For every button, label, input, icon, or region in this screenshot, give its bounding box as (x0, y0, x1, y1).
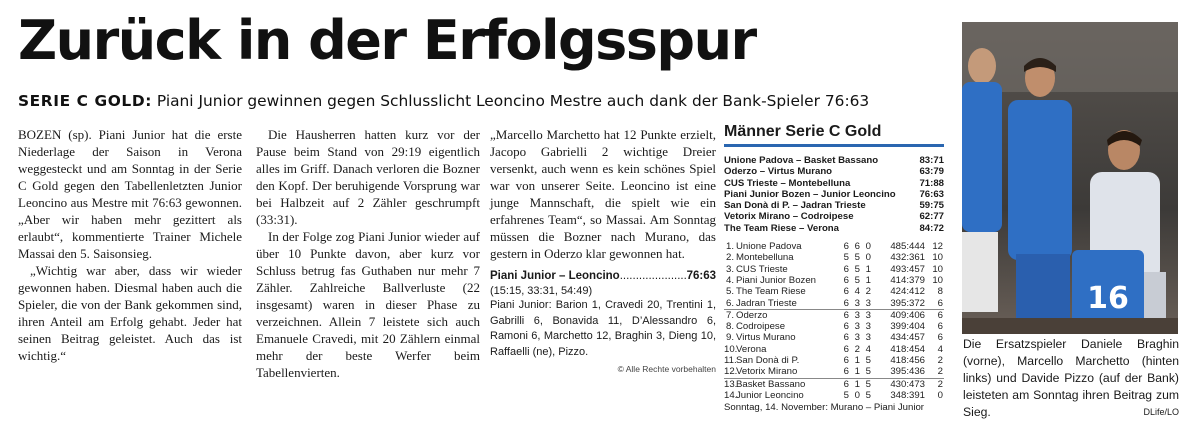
table-row (724, 286, 944, 297)
table-cell-l: 5 (865, 366, 871, 378)
table-cell-rank: 13. (724, 378, 738, 390)
result-row-score: 59:75 (919, 200, 944, 212)
table-cell-pts-diff: 432:361 (890, 252, 925, 264)
table-cell-w: 5 (854, 274, 860, 286)
result-row-score: 62:77 (919, 211, 944, 223)
table-cell-rank: 9. (725, 332, 734, 344)
table-cell-l: 3 (865, 321, 871, 333)
quarter-scores: (15:15, 33:31, 54:49) (490, 285, 593, 297)
result-score: 76:63 (686, 270, 716, 282)
result-row-game: Vetorix Mirano – Codroipese (724, 211, 854, 223)
paragraph: In der Folge zog Piani Junior wieder auf über 10 Punkte davon, aber kurz vor Schluss betrug fas Guthaben nur mehr 7 Zähler. Zahlreiche Ballverluste (22 insgesamt) waren in dieser Phase zu verzeichnen. Allein 7 leistete sich auch Emanuele Cravedi, mit 20 Zählern einmal mehr der beste Werfer beim Tabellenvierten. (256, 229, 480, 380)
table-cell-team: Verona (736, 343, 767, 355)
photo-credit: DLife/LO (1143, 407, 1179, 417)
table-cell-pts: 2 (937, 366, 943, 378)
table-row (724, 344, 944, 355)
result-game: Piani Junior – Leoncino (490, 270, 620, 282)
table-cell-rank: 10. (724, 343, 738, 355)
table-cell-g: 6 (843, 355, 849, 367)
table-cell-pts: 10 (932, 252, 943, 264)
paragraph: „Marcello Marchetto hat 12 Punkte erzielt, Jacopo Gabrielli 2 wichtige Dreier versenkt, auch wenn es kein schönes Spiel war von unserer Seite. Leoncino ist eine junge Mannschaft, die spielt wie ein erfahrenes Team“, so Massai. Am Sonntag müssen die Bozner nach Murano, das gestern in Oderzo klar gewonnen hat. (490, 127, 716, 261)
table-cell-g: 6 (843, 343, 849, 355)
table-cell-rank: 3. (725, 263, 734, 275)
result-row-game: Unione Padova – Basket Bassano (724, 155, 879, 166)
standings-box (724, 122, 944, 414)
table-cell-l: 0 (865, 252, 871, 264)
table-cell-pts-diff: 395:372 (890, 297, 925, 309)
result-row-score: 83:71 (919, 155, 944, 166)
result-row-game: San Donà di P. – Jadran Trieste (724, 200, 866, 212)
table-cell-rank: 7. (725, 309, 734, 321)
result-row (724, 155, 944, 166)
table-cell-l: 3 (865, 297, 871, 309)
table-row (724, 321, 944, 332)
table-cell-pts-diff: 418:454 (890, 343, 925, 355)
table-cell-g: 5 (843, 389, 849, 401)
next-game: Sonntag, 14. November: Murano – Piani Junior (724, 402, 924, 414)
table-cell-g: 6 (843, 332, 849, 344)
table-cell-pts: 12 (932, 241, 943, 253)
table-cell-g: 5 (843, 252, 849, 264)
paragraph: BOZEN (sp). Piani Junior hat die erste Niederlage der Saison in Verona weggesteckt und am Sonntag in der Serie C Gold gegen den Tabellenletzten Junior Leoncino aus Mestre mit 76:63 gewonnen. „Aber wir haben mehr gezittert als erlaubt“, kommentierte Trainer Michele Massai den 5. Saisonsieg. (18, 127, 242, 261)
result-row-game: Piani Junior Bozen – Junior Leoncino (724, 188, 896, 200)
table-cell-team: Vetorix Mirano (736, 366, 798, 378)
table-cell-team: San Donà di P. (736, 355, 800, 367)
table-cell-g: 6 (843, 241, 849, 253)
result-row-score: 76:63 (919, 188, 944, 200)
result-row (724, 211, 944, 222)
table-cell-g: 6 (843, 366, 849, 378)
table-cell-team: Basket Bassano (736, 378, 806, 390)
table-cell-g: 6 (843, 274, 849, 286)
kicker: SERIE C GOLD: (18, 92, 152, 110)
table-cell-w: 5 (854, 252, 860, 264)
result-row-game: Oderzo – Virtus Murano (724, 166, 833, 178)
table-cell-rank: 12. (724, 366, 738, 378)
table-cell-l: 1 (865, 263, 871, 275)
table-cell-w: 1 (854, 355, 860, 367)
table-cell-pts: 6 (937, 321, 943, 333)
table-cell-rank: 2. (725, 252, 734, 264)
result-row (724, 200, 944, 211)
subheadline-text: Piani Junior gewinnen gegen Schlusslicht Leoncino Mestre auch dank der Bank-Spieler 76:63 (156, 92, 870, 110)
table-cell-l: 5 (865, 389, 871, 401)
table-cell-team: CUS Trieste (736, 263, 788, 275)
table-cell-l: 5 (865, 355, 871, 367)
table-cell-pts-diff: 485:444 (890, 241, 925, 253)
table-cell-rank: 8. (725, 321, 734, 333)
result-row (724, 223, 944, 234)
table-cell-pts-diff: 493:457 (890, 263, 925, 275)
table-cell-pts: 10 (932, 263, 943, 275)
table-cell-pts-diff: 395:436 (890, 366, 925, 378)
table-cell-l: 3 (865, 332, 871, 344)
result-row (724, 166, 944, 177)
article-column-3 (490, 126, 716, 378)
paragraph: Die Hausherren hatten kurz vor der Pause beim Stand von 29:19 eigentlich alles im Griff. Danach verloren die Bozner den Kopf. Der beruhigende Vorsprung war bei Halbzeit auf 2 Zähler geschrumpft (33:31). (256, 127, 480, 227)
table-cell-pts-diff: 348:391 (890, 389, 925, 401)
table-cell-l: 0 (865, 241, 871, 253)
table-row (724, 264, 944, 275)
table-cell-rank: 1. (725, 241, 734, 253)
table-cell-w: 3 (854, 309, 860, 321)
table-cell-l: 2 (865, 286, 871, 298)
table-cell-g: 6 (843, 321, 849, 333)
copyright-notice: © Alle Rechte vorbehalten (617, 364, 716, 374)
article-column-2 (256, 126, 480, 381)
standings-table (724, 241, 944, 401)
table-cell-l: 1 (865, 274, 871, 286)
table-cell-g: 6 (843, 309, 849, 321)
team-photo (962, 22, 1178, 334)
table-cell-w: 3 (854, 332, 860, 344)
result-row-game: The Team Riese – Verona (724, 222, 839, 234)
table-cell-g: 6 (843, 378, 849, 390)
table-cell-pts: 0 (937, 389, 943, 401)
table-cell-team: Jadran Trieste (736, 297, 797, 309)
result-row (724, 189, 944, 200)
table-cell-l: 3 (865, 309, 871, 321)
table-row (724, 275, 944, 286)
photo-caption (963, 336, 1179, 421)
result-row-score: 71:88 (919, 177, 944, 189)
table-row (724, 310, 944, 321)
table-cell-pts-diff: 424:412 (890, 286, 925, 298)
table-cell-w: 5 (854, 263, 860, 275)
standings-title: Männer Serie C Gold (724, 122, 944, 147)
table-cell-w: 3 (854, 297, 860, 309)
table-cell-l: 4 (865, 343, 871, 355)
subheadline (18, 90, 958, 112)
table-row (724, 252, 944, 263)
result-row-game: CUS Trieste – Montebelluna (724, 177, 851, 189)
table-cell-team: Virtus Murano (736, 332, 796, 344)
leader-dots (620, 269, 687, 284)
table-row (724, 298, 944, 310)
table-row (724, 366, 944, 378)
table-cell-pts: 10 (932, 274, 943, 286)
table-cell-team: Piani Junior Bozen (736, 274, 816, 286)
table-cell-pts: 4 (937, 343, 943, 355)
table-cell-g: 6 (843, 286, 849, 298)
results-list (724, 155, 944, 234)
table-cell-l: 5 (865, 378, 871, 390)
table-cell-pts: 6 (937, 332, 943, 344)
table-cell-w: 1 (854, 378, 860, 390)
table-cell-team: Codroipese (736, 321, 786, 333)
article-column-1 (18, 126, 242, 364)
table-cell-rank: 5. (725, 286, 734, 298)
table-cell-w: 4 (854, 286, 860, 298)
table-cell-pts-diff: 409:406 (890, 309, 925, 321)
table-cell-pts: 2 (937, 355, 943, 367)
photo-illustration (962, 22, 1178, 334)
table-cell-w: 2 (854, 343, 860, 355)
table-cell-rank: 6. (725, 297, 734, 309)
table-cell-team: Oderzo (736, 309, 768, 321)
table-cell-w: 6 (854, 241, 860, 253)
table-row (724, 390, 944, 401)
team-lineup: Piani Junior: Barion 1, Cravedi 20, Trentini 1, Gabrilli 6, Bonavida 11, D’Alessandro 6, Ramoni 6, Marchetto 12, Braghin 3, Dieng 10, Raffaelli (ne), Pizzo. (490, 299, 716, 358)
caption-text: Die Ersatzspieler Daniele Braghin (vorne), Marcello Marchetto (hinten links) und Davide Pizzo (auf der Bank) leisteten am Sonntag ihren Beitrag zum Sieg. (963, 337, 1179, 419)
table-cell-team: The Team Riese (736, 286, 806, 298)
table-cell-g: 6 (843, 297, 849, 309)
table-cell-pts-diff: 418:456 (890, 355, 925, 367)
table-cell-rank: 11. (724, 355, 737, 367)
result-row-score: 84:72 (919, 222, 944, 234)
table-cell-pts: 8 (937, 286, 943, 298)
table-cell-pts-diff: 399:404 (890, 321, 925, 333)
headline: Zurück in der Erfolgsspur (18, 9, 756, 72)
table-row (724, 332, 944, 343)
paragraph: „Wichtig war aber, dass wir wieder gewonnen haben. Diesmal haben auch die Spieler, die von der Bank gekommen sind, ihren Anteil am Erfolg gehabt. Jeder hat seinen Beitrag geleistet. Auch das ist wichtig.“ (18, 263, 242, 363)
table-cell-pts-diff: 430:473 (890, 378, 925, 390)
table-cell-team: Montebelluna (736, 252, 794, 264)
table-cell-w: 0 (854, 389, 860, 401)
table-row (724, 355, 944, 366)
jersey-number: 16 (1087, 281, 1129, 316)
table-cell-w: 1 (854, 366, 860, 378)
table-cell-pts: 6 (937, 309, 943, 321)
result-row-score: 63:79 (919, 166, 944, 178)
table-cell-g: 6 (843, 263, 849, 275)
table-cell-team: Junior Leoncino (736, 389, 804, 401)
table-cell-pts: 2 (937, 378, 943, 390)
table-cell-pts: 6 (937, 297, 943, 309)
table-cell-pts-diff: 414:379 (890, 274, 925, 286)
table-row (724, 379, 944, 390)
table-row (724, 241, 944, 252)
table-cell-w: 3 (854, 321, 860, 333)
result-row (724, 178, 944, 189)
table-cell-rank: 14. (724, 389, 738, 401)
game-result (490, 269, 716, 284)
table-cell-rank: 4. (725, 274, 734, 286)
table-cell-team: Unione Padova (736, 241, 802, 253)
table-cell-pts-diff: 434:457 (890, 332, 925, 344)
